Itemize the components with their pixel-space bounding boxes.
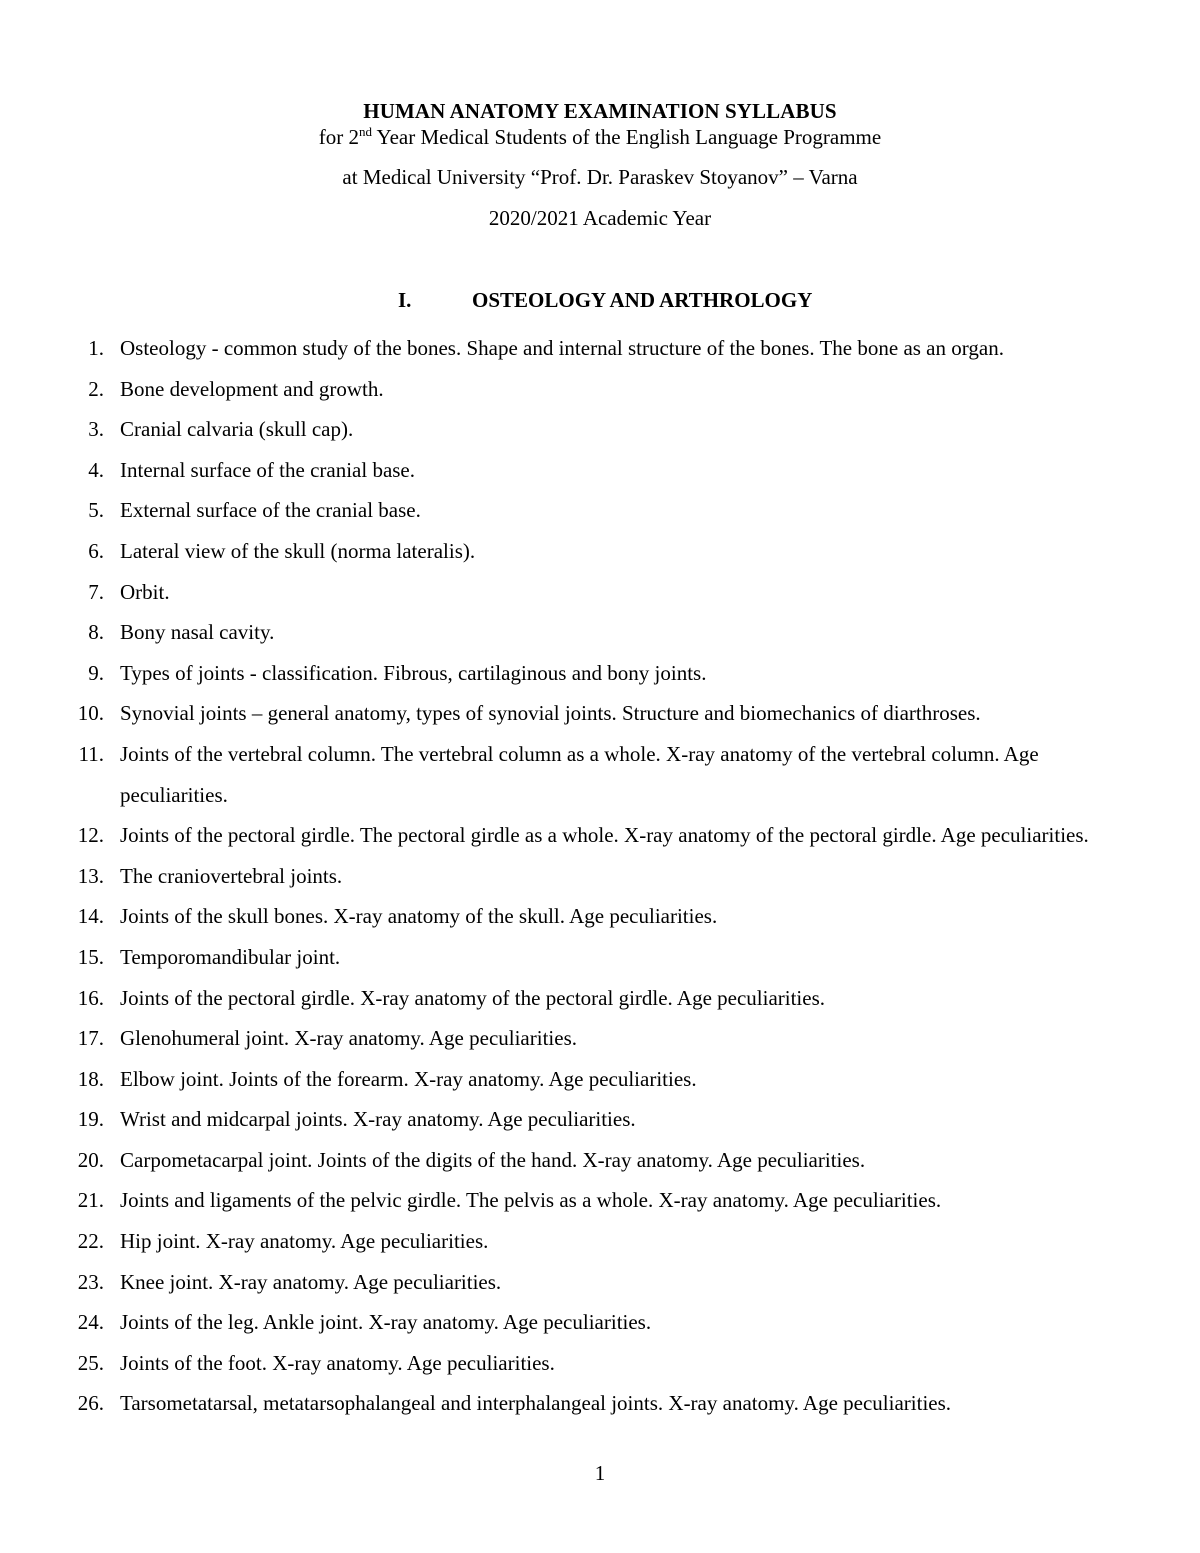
list-item-text: Lateral view of the skull (norma lateralis). <box>120 538 476 563</box>
list-item-text: Joints of the pectoral girdle. The pectoral girdle as a whole. X-ray anatomy of the pectoral girdle. Age peculiarities. <box>120 823 1089 848</box>
list-item <box>0 978 1200 1019</box>
list-item <box>0 896 1200 937</box>
list-item <box>0 1059 1200 1100</box>
list-item <box>0 734 1200 815</box>
document-header <box>0 98 1200 231</box>
list-item-text: Joints and ligaments of the pelvic girdle. The pelvis as a whole. X-ray anatomy. Age peculiarities. <box>120 1188 942 1213</box>
list-item-text: Knee joint. X-ray anatomy. Age peculiarities. <box>120 1269 502 1294</box>
list-item <box>0 1099 1200 1140</box>
list-item-number: 19. <box>77 1107 104 1132</box>
list-item-text: Wrist and midcarpal joints. X-ray anatomy. Age peculiarities. <box>120 1107 636 1132</box>
list-item-number: 23. <box>77 1269 104 1294</box>
list-item-text: Temporomandibular joint. <box>120 944 341 969</box>
list-item-number: 20. <box>77 1147 104 1172</box>
section-heading <box>0 286 1200 314</box>
list-item-text: Carpometacarpal joint. Joints of the digits of the hand. X-ray anatomy. Age peculiarities. <box>120 1147 866 1172</box>
list-item-text: Glenohumeral joint. X-ray anatomy. Age peculiarities. <box>120 1026 577 1051</box>
list-item-number: 2. <box>88 376 104 401</box>
list-item-text: Elbow joint. Joints of the forearm. X-ray anatomy. Age peculiarities. <box>120 1066 697 1091</box>
list-item-text: Types of joints - classification. Fibrous, cartilaginous and bony joints. <box>120 660 707 685</box>
list-item-number: 9. <box>88 660 104 685</box>
list-item <box>0 937 1200 978</box>
list-item <box>0 572 1200 613</box>
list-item <box>0 450 1200 491</box>
list-item-text: Bony nasal cavity. <box>120 620 275 645</box>
list-item-number: 4. <box>88 457 104 482</box>
list-item-text: Joints of the foot. X-ray anatomy. Age peculiarities. <box>120 1350 555 1375</box>
list-item <box>0 328 1200 369</box>
list-item-number: 7. <box>88 579 104 604</box>
list-item <box>0 1262 1200 1303</box>
list-item-number: 16. <box>77 985 104 1010</box>
list-item-number: 11. <box>78 741 104 766</box>
subtitle-prefix: for 2 <box>318 125 360 149</box>
section-title: OSTEOLOGY AND ARTHROLOGY <box>472 288 813 312</box>
list-item <box>0 1343 1200 1384</box>
document-subtitle <box>0 124 1200 150</box>
list-item-number: 15. <box>77 944 104 969</box>
list-item-text: The craniovertebral joints. <box>120 863 343 888</box>
list-item-number: 6. <box>88 538 104 563</box>
list-item-number: 8. <box>88 620 104 645</box>
list-item-number: 21. <box>77 1188 104 1213</box>
document-title: HUMAN ANATOMY EXAMINATION SYLLABUS <box>363 99 837 123</box>
list-item-number: 25. <box>77 1350 104 1375</box>
syllabus-list <box>0 328 1200 1424</box>
list-item-text: Internal surface of the cranial base. <box>120 457 416 482</box>
list-item-number: 10. <box>77 701 104 726</box>
list-item-number: 13. <box>77 863 104 888</box>
list-item-number: 14. <box>77 904 104 929</box>
page-number: 1 <box>594 1461 606 1485</box>
list-item-text: Synovial joints – general anatomy, types of synovial joints. Structure and biomechanics of diarthroses. <box>120 701 981 726</box>
list-item <box>0 1018 1200 1059</box>
list-item-number: 17. <box>77 1026 104 1051</box>
list-item <box>0 369 1200 410</box>
subtitle-suffix: Year Medical Students of the English Language Programme <box>372 125 882 149</box>
list-item-text: Osteology - common study of the bones. Shape and internal structure of the bones. The bone as an organ. <box>120 336 1004 360</box>
list-item-text: Orbit. <box>120 579 170 604</box>
list-item <box>0 1302 1200 1343</box>
list-item-text: Hip joint. X-ray anatomy. Age peculiarities. <box>120 1229 489 1254</box>
list-item <box>0 531 1200 572</box>
list-item-number: 18. <box>77 1066 104 1091</box>
list-item <box>0 856 1200 897</box>
list-item <box>0 612 1200 653</box>
list-item-number: 12. <box>77 823 104 848</box>
list-item-text: Cranial calvaria (skull cap). <box>120 417 354 442</box>
list-item <box>0 653 1200 694</box>
section-number: I. <box>398 288 412 312</box>
list-item <box>0 815 1200 856</box>
list-item-text: Joints of the pectoral girdle. X-ray anatomy of the pectoral girdle. Age peculiarities. <box>120 985 826 1010</box>
list-item <box>0 1180 1200 1221</box>
institution-line: at Medical University “Prof. Dr. Paraskev Stoyanov” – Varna <box>342 165 858 189</box>
list-item-number: 3. <box>88 417 104 442</box>
list-item <box>0 693 1200 734</box>
subtitle-superscript: nd <box>359 124 373 139</box>
list-item <box>0 1140 1200 1181</box>
list-item-text: External surface of the cranial base. <box>120 498 421 523</box>
list-item-number: 5. <box>88 498 104 523</box>
list-item-text: Tarsometatarsal, metatarsophalangeal and interphalangeal joints. X-ray anatomy. Age peculiarities. <box>120 1391 952 1416</box>
list-item-text: Joints of the vertebral column. The vertebral column as a whole. X-ray anatomy of the vertebral column. Age peculiarities. <box>120 741 1039 807</box>
list-item-text: Bone development and growth. <box>120 376 384 401</box>
list-item-text: Joints of the skull bones. X-ray anatomy of the skull. Age peculiarities. <box>120 904 718 929</box>
list-item-number: 1. <box>88 336 104 360</box>
list-item <box>0 1383 1200 1424</box>
list-item-number: 24. <box>77 1310 104 1335</box>
list-item-number: 26. <box>77 1391 104 1416</box>
list-item-text: Joints of the leg. Ankle joint. X-ray anatomy. Age peculiarities. <box>120 1310 652 1335</box>
list-item-number: 22. <box>77 1229 104 1254</box>
list-item <box>0 1221 1200 1262</box>
list-item <box>0 409 1200 450</box>
list-item <box>0 490 1200 531</box>
academic-year-line: 2020/2021 Academic Year <box>488 206 712 230</box>
